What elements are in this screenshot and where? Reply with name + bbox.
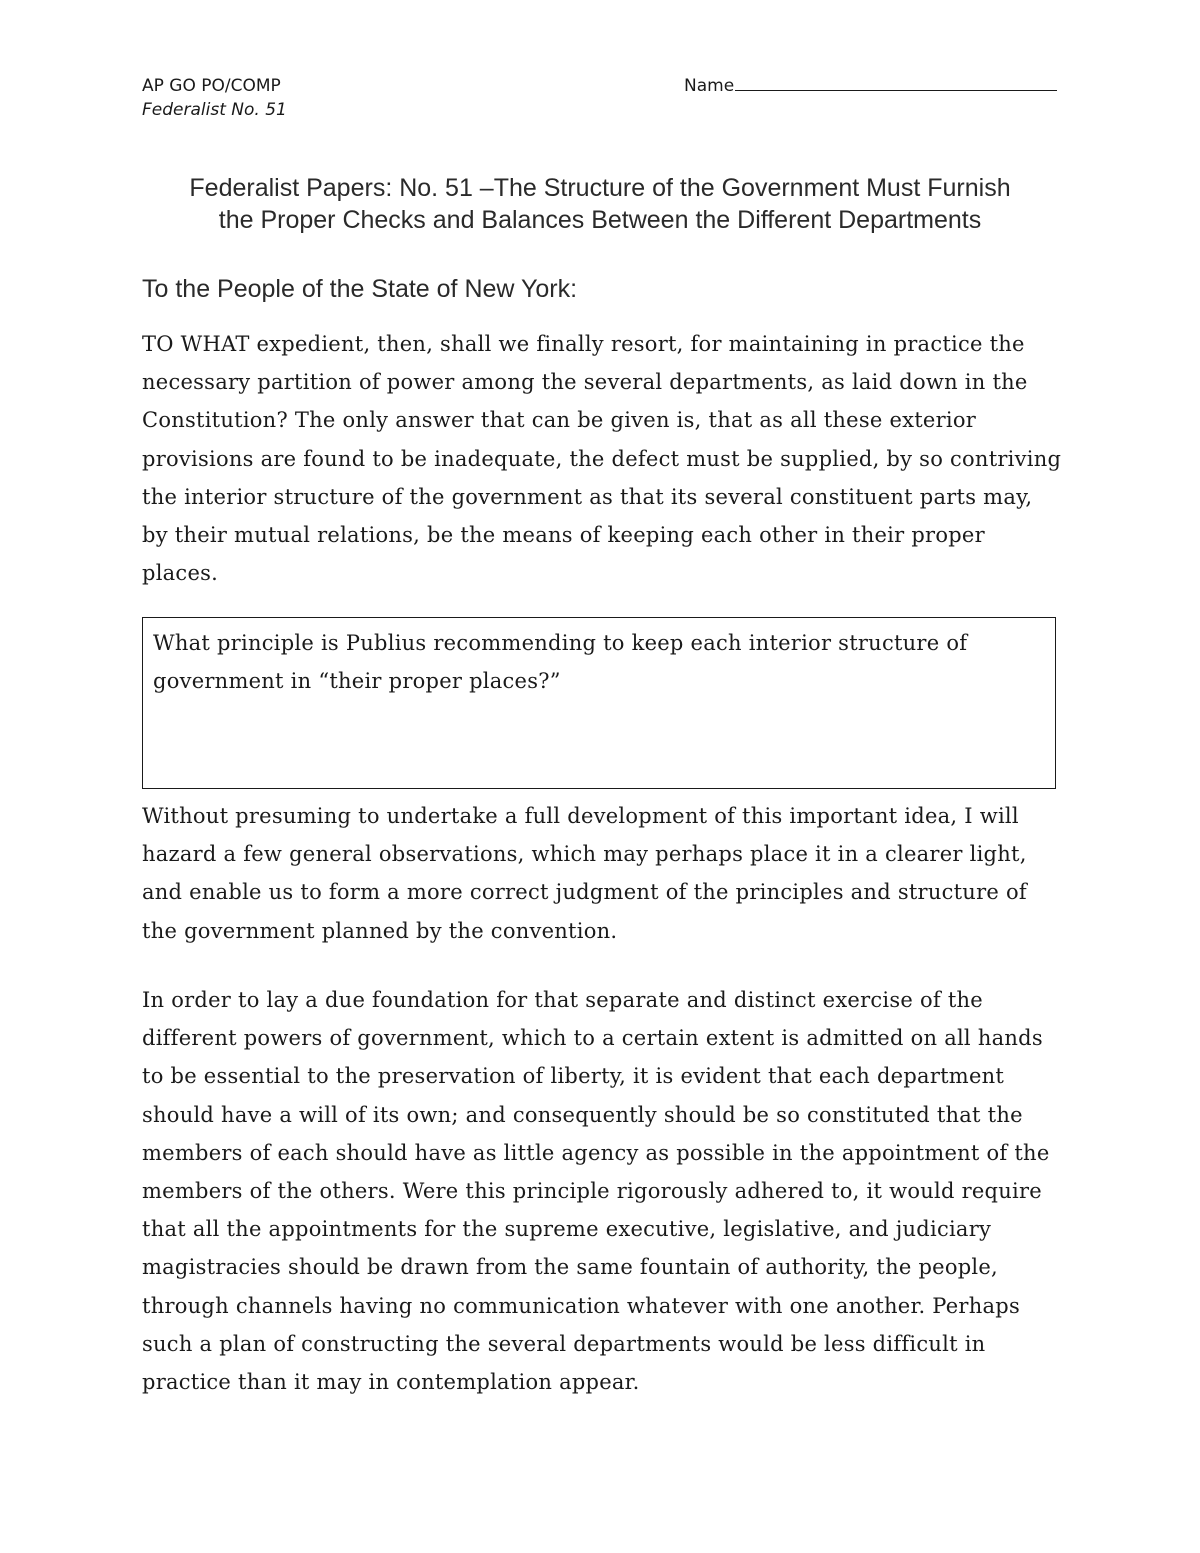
paragraph-3: In order to lay a due foundation for that separate and distinct exercise of the different powers of government, which to a certain extent is admitted on all hands to be essential to the preservation of liberty, it is evident that each department should have a will of its own; and consequently should be so constituted that the members of each should have as little agency as possible in the appointment of the members of the others. Were this principle rigorously adhered to, it would require that all the appointments for the supreme executive, legislative, and judiciary magistracies should be drawn from the same fountain of authority, the people, through channels having no communication whatever with one another. Perhaps such a plan of constructing the several departments would be less difficult in practice than it may in contemplation appear. <box>142 988 1050 1395</box>
title-line-1: Federalist Papers: No. 51 –The Structure of the Government Must Furnish <box>189 174 1011 202</box>
title-line-2: the Proper Checks and Balances Between the Different Departments <box>218 206 982 234</box>
header-left <box>142 74 287 122</box>
salutation: To the People of the State of New York: <box>142 275 578 303</box>
course-label: AP GO PO/COMP <box>142 76 281 96</box>
paragraph-2: Without presuming to undertake a full development of this important idea, I will hazard a few general observations, which may perhaps place it in a clearer light, and enable us to form a more correct judgment of the principles and structure of the government planned by the convention. <box>142 804 1027 943</box>
paragraph-1: TO WHAT expedient, then, shall we finally resort, for maintaining in practice the necessary partition of power among the several departments, as laid down in the Constitution? The only answer that can be given is, that as all these exterior provisions are found to be inadequate, the defect must be supplied, by so contriving the interior structure of the government as that its several constituent parts may, by their mutual relations, be the means of keeping each other in their proper places. <box>142 332 1062 586</box>
name-blank-line[interactable] <box>735 74 1057 91</box>
name-field[interactable] <box>684 74 1057 98</box>
name-label: Name <box>684 76 735 96</box>
question-box[interactable] <box>142 617 1056 789</box>
document-subtitle: Federalist No. 51 <box>142 100 287 120</box>
question-text: What principle is Publius recommending to keep each interior structure of government in “their proper places?” <box>153 631 968 694</box>
page-title <box>120 172 1080 236</box>
